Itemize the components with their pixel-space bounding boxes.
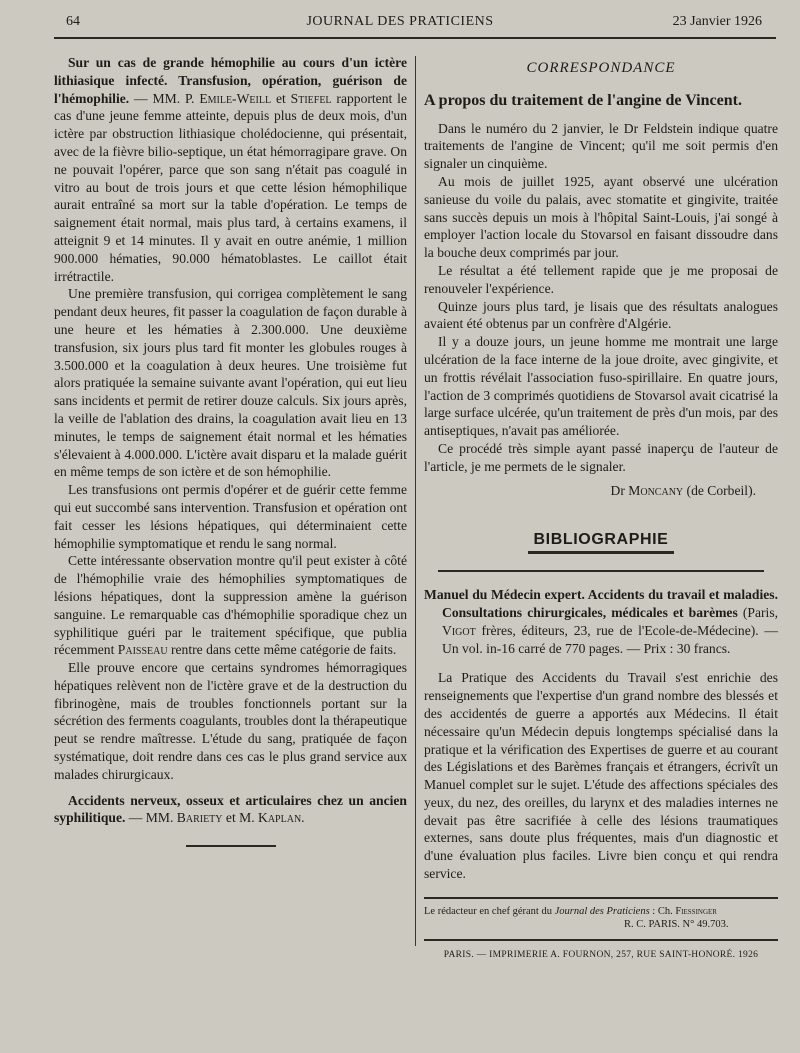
paragraph: Ce procédé très simple ayant passé inaperçu de l'auteur de l'article, je me permets de le signaler. — [424, 440, 778, 474]
article-hemophilie-intro — [54, 54, 407, 285]
author-name: Emile-Weill — [199, 90, 272, 106]
paragraph-text: rapportent le cas d'une jeune femme atteinte, depuis plus de deux mois, d'un ictère par obstruction lithiasique cholédocienne, qui présentait, avec de la fièvre bilio-septique, un état hémorragipare grave. On ne pouvait l'opérer, parce que son sang n'était pas coagulé in vitro au bout de trois jours et que cette lésion hémophilique aurait entraîné sa mort sur la table d'opération. Le temps de saignement était normal, mais plus tard, à certains examens, il atteignit 9 et 14 minutes. Il y avait en outre anémie, 1 million 900.000 hématies, 90.000 hématoblastes. Le caillot était irrétractile. — [54, 90, 407, 284]
article-syphilis — [54, 792, 407, 828]
letter-signature — [424, 482, 778, 500]
paragraph: Dans le numéro du 2 janvier, le Dr Feldstein indique quatre traitements de l'angine de Vincent; qu'il me soit permis d'en signaler un cinquième. — [424, 120, 778, 172]
author-joiner: et — [271, 90, 291, 106]
issue-date: 23 Janvier 1926 — [672, 14, 762, 29]
paragraph-text: rentre dans cette même catégorie de faits. — [167, 642, 397, 658]
article-syphilis-title: Accidents nerveux, osseux et articulaires chez un ancien syphilitique. — [54, 792, 407, 826]
paragraph: Elle prouve encore que certains syndromes hémorragiques hépatiques relèvent non de l'ictère grave et de la destruction du fibrinogène, mais de troubles fonctionnels portant sur la sécrétion des ferments coagulants, troubles dont la thérapeutique peut se rendre maîtresse. L'étude du sang, pratiquée de façon systématique, doit rendre dans ces cas le plus grand service aux malades chirurgicaux. — [54, 660, 407, 782]
book-entry — [424, 586, 778, 657]
registry-number: R. C. PARIS. N° 49.703. — [624, 918, 729, 930]
editor-credit — [424, 905, 778, 931]
authors-prefix: — MM. P. — [129, 90, 200, 106]
paragraph: Quinze jours plus tard, je lisais que des résultats analogues avaient été obtenus par un confrère d'Algérie. — [424, 298, 778, 332]
bibliography-rule — [438, 570, 764, 572]
page-header — [0, 14, 800, 34]
right-column — [424, 54, 778, 965]
section-title-bibliographie: BIBLIOGRAPHIE — [528, 531, 675, 554]
publisher-text: (Paris, — [737, 604, 779, 620]
printer-imprint: PARIS. — IMPRIMERIE A. FOURNON, 257, RUE SAINT-HONORÉ. 1926 — [443, 949, 759, 960]
footer-journal: Journal des Praticiens — [554, 905, 650, 917]
editor-name: Fiessinger — [675, 905, 717, 917]
author-name: Paisseau — [117, 642, 168, 658]
author-name: Bariety — [176, 810, 223, 826]
bibliography-header — [424, 531, 778, 554]
signature-place: (de Corbeil). — [683, 482, 756, 498]
publisher-text: frères, éditeurs, 23, rue de l'Ecole-de-Médecine). — Un vol. in-16 carré de 770 pages. — Prix : 30 francs. — [442, 622, 778, 656]
journal-title: JOURNAL DES PRATICIENS — [306, 14, 494, 29]
section-end-rule — [186, 845, 276, 847]
author-joiner: et M. — [222, 810, 259, 826]
header-rule — [54, 37, 776, 39]
signature-title: Dr — [610, 482, 629, 498]
page-number: 64 — [66, 14, 80, 29]
book-review: La Pratique des Accidents du Travail s'est enrichie des renseignements que l'expertise d'un grand nombre des blessés et des accidentés de guerre a apportés aux Médecins. Il était nécessaire qu'un Médecin depuis longtemps spécialisé dans la pratique et la vérification des Expertises de guerre et au courant des Législations et des Barèmes français et étrangers, écrivît un Manuel complet sur le sujet. L'étude des affections spéciales des yeux, du nez, des oreilles, du larynx et des maladies internes ne devait pas être sacrifiée à celle des lésions traumatiques externes, sans doute plus fréquentes, mais d'un diagnostic et d'une évaluation plus faciles. Livre bien conçu et qui rendra service. — [424, 670, 778, 882]
paragraph: Au mois de juillet 1925, ayant observé une ulcération sanieuse du voile du palais, avec stomatite et gingivite, traitée sans succès depuis un mois à l'hôpital Saint-Louis, j'ai songé à employer l'action locale du Stovarsol en faisant dissoudre dans la bouche deux comprimés par jour. — [424, 173, 778, 261]
author-name: Stiefel — [290, 90, 332, 106]
footer-text: Le rédacteur en chef gérant du — [424, 905, 555, 917]
imprint-rule — [424, 939, 778, 941]
paragraph: Le résultat a été tellement rapide que je me proposai de renouveler l'expérience. — [424, 262, 778, 296]
authors-prefix: — MM. — [125, 810, 177, 826]
paragraph: Il y a douze jours, un jeune homme me montrait une large ulcération de la face interne de la joue droite, avec gingivite, et un frottis révélait l'association fuso-spirillaire. En quatre jours, l'action de 3 comprimés quotidiens de Stovarsol avait cicatrisé la large surface ulcérée, qu'un traitement de près d'un mois, par des antiseptiques, n'avait pas améliorée. — [424, 334, 778, 439]
signature-name: Moncany — [628, 482, 684, 498]
publisher-name: Vigot — [442, 622, 476, 638]
letter-title: A propos du traitement de l'angine de Vincent. — [424, 91, 742, 109]
column-divider — [415, 56, 416, 946]
author-name: Kaplan — [258, 810, 302, 826]
paragraph: Une première transfusion, qui corrigea complètement le sang pendant deux heures, fit passer la coagulation de façon durable à une heure et les hématies à 2.300.000. Une deuxième transfusion, six jours plus tard fit monter les globules rouges à 3.500.000 et la coagulation à deux heures. Une troisième fut alors pratiquée la semaine suivante avant l'opération, qui eut lieu sans incidents et permit de retirer douze calculs. Six jours après, la veille de l'ablation des drains, la coagulation avait lieu en 13 minutes, le temps de saignement était normal et les hématies s'élevaient à 4.000.000. L'ictère avait disparu et la malade guérit en même temps de son ictère et de son hémophilie. — [54, 286, 407, 480]
footer-text: : Ch. — [649, 905, 676, 917]
punctuation: . — [301, 810, 305, 826]
book-title: Manuel du Médecin expert. Accidents du travail et maladies. Consultations chirurgicales, médicales et barèmes — [424, 587, 778, 620]
article-hemophilie-title: Sur un cas de grande hémophilie au cours d'un ictère lithiasique infecté. Transfusion, opération, guérison de l'hémophilie. — [54, 55, 407, 106]
paragraph-text: Cette intéressante observation montre qu'il peut exister à côté de l'hémophilie vraie des hémophilies symptomatiques de lésions hépatiques, dont la suppression amène la guérison sanguine. Le remarquable cas d'hémophilie sporadique chez un syphilitique guéri par le traitement spécifique, que publia récemment — [54, 553, 407, 658]
left-column — [54, 54, 407, 847]
paragraph: Les transfusions ont permis d'opérer et de guérir cette femme qui eut succombé sans intervention. Transfusion et opération ont fait cesser les lésions hépatiques, qui déterminaient cette hémophilie symptomatique et rendu le sang normal. — [54, 482, 407, 551]
paragraph — [54, 552, 407, 659]
section-title-correspondance: CORRESPONDANCE — [526, 60, 676, 76]
footer-rule — [424, 897, 778, 899]
